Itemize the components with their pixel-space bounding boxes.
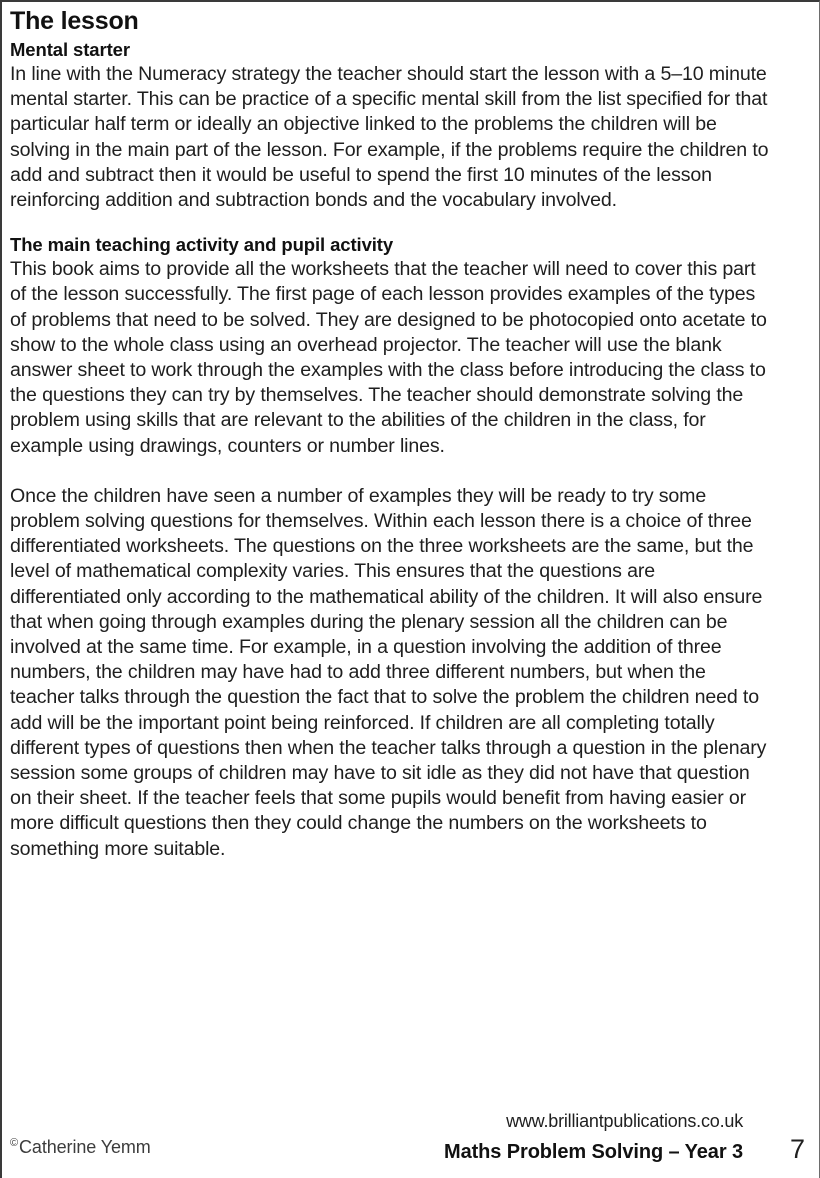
- footer-book-title: Maths Problem Solving – Year 3: [444, 1141, 743, 1163]
- footer-page-number: 7: [789, 1134, 805, 1164]
- page-footer: [2, 1068, 819, 1178]
- copyright-icon: ©: [10, 1137, 19, 1149]
- paragraph-spacer: [10, 459, 770, 484]
- footer-website-url: www.brilliantpublications.co.uk: [506, 1111, 743, 1131]
- section-heading-main-teaching-activity: The main teaching activity and pupil activity: [10, 234, 394, 256]
- paragraph-main-activity-1: This book aims to provide all the worksheets that the teacher will need to cover this part of the lesson successfully. The first page of each lesson provides examples of the types of problems that need to be solved. They are designed to be photocopied onto acetate to show to the whole class using an overhead projector. The teacher will use the blank answer sheet to work through the examples with the class before introducing the class to the questions they can try by themselves. The teacher should demonstrate solving the problem using skills that are relevant to the abilities of the children in the class, for example using drawings, counters or number lines.: [10, 258, 767, 457]
- paragraph-mental-starter: In line with the Numeracy strategy the teacher should start the lesson with a 5–10 minute mental starter. This can be practice of a specific mental skill from the list specified for that particular half term or ideally an objective linked to the problems the children will be solving in the main part of the lesson. For example, if the problems require the children to add and subtract then it would be useful to spend the first 10 minutes of the lesson reinforcing addition and subtraction bonds and the vocabulary involved.: [10, 63, 769, 212]
- section-heading-mental-starter: Mental starter: [10, 39, 130, 60]
- page-content: [10, 2, 770, 862]
- footer-right-block: [444, 1109, 805, 1164]
- paragraph-main-activity-2: Once the children have seen a number of examples they will be ready to try some problem solving questions for themselves. Within each lesson there is a choice of three differentiated worksheets. The questions on the three worksheets are the same, but the level of mathematical complexity varies. This ensures that the questions are differentiated only according to the mathematical ability of the children. It will also ensure that when going through examples during the plenary session all the children can be involved at the same time. For example, in a question involving the addition of three numbers, the children may have had to add three different numbers, but when the teacher talks through the question the fact that to solve the problem the children need to add will be the important point being reinforced. If children are all completing totally different types of questions then when the teacher talks through a question in the plenary session some groups of children may have to sit idle as they did not have that question on their sheet. If the teacher feels that some pupils would benefit from having easier or more difficult questions then they could change the numbers on the worksheets to something more suitable.: [10, 484, 767, 860]
- footer-copyright: [10, 1136, 151, 1158]
- footer-author-name: Catherine Yemm: [19, 1137, 151, 1157]
- page-title: The lesson: [10, 7, 139, 35]
- footer-title-row: [444, 1135, 805, 1164]
